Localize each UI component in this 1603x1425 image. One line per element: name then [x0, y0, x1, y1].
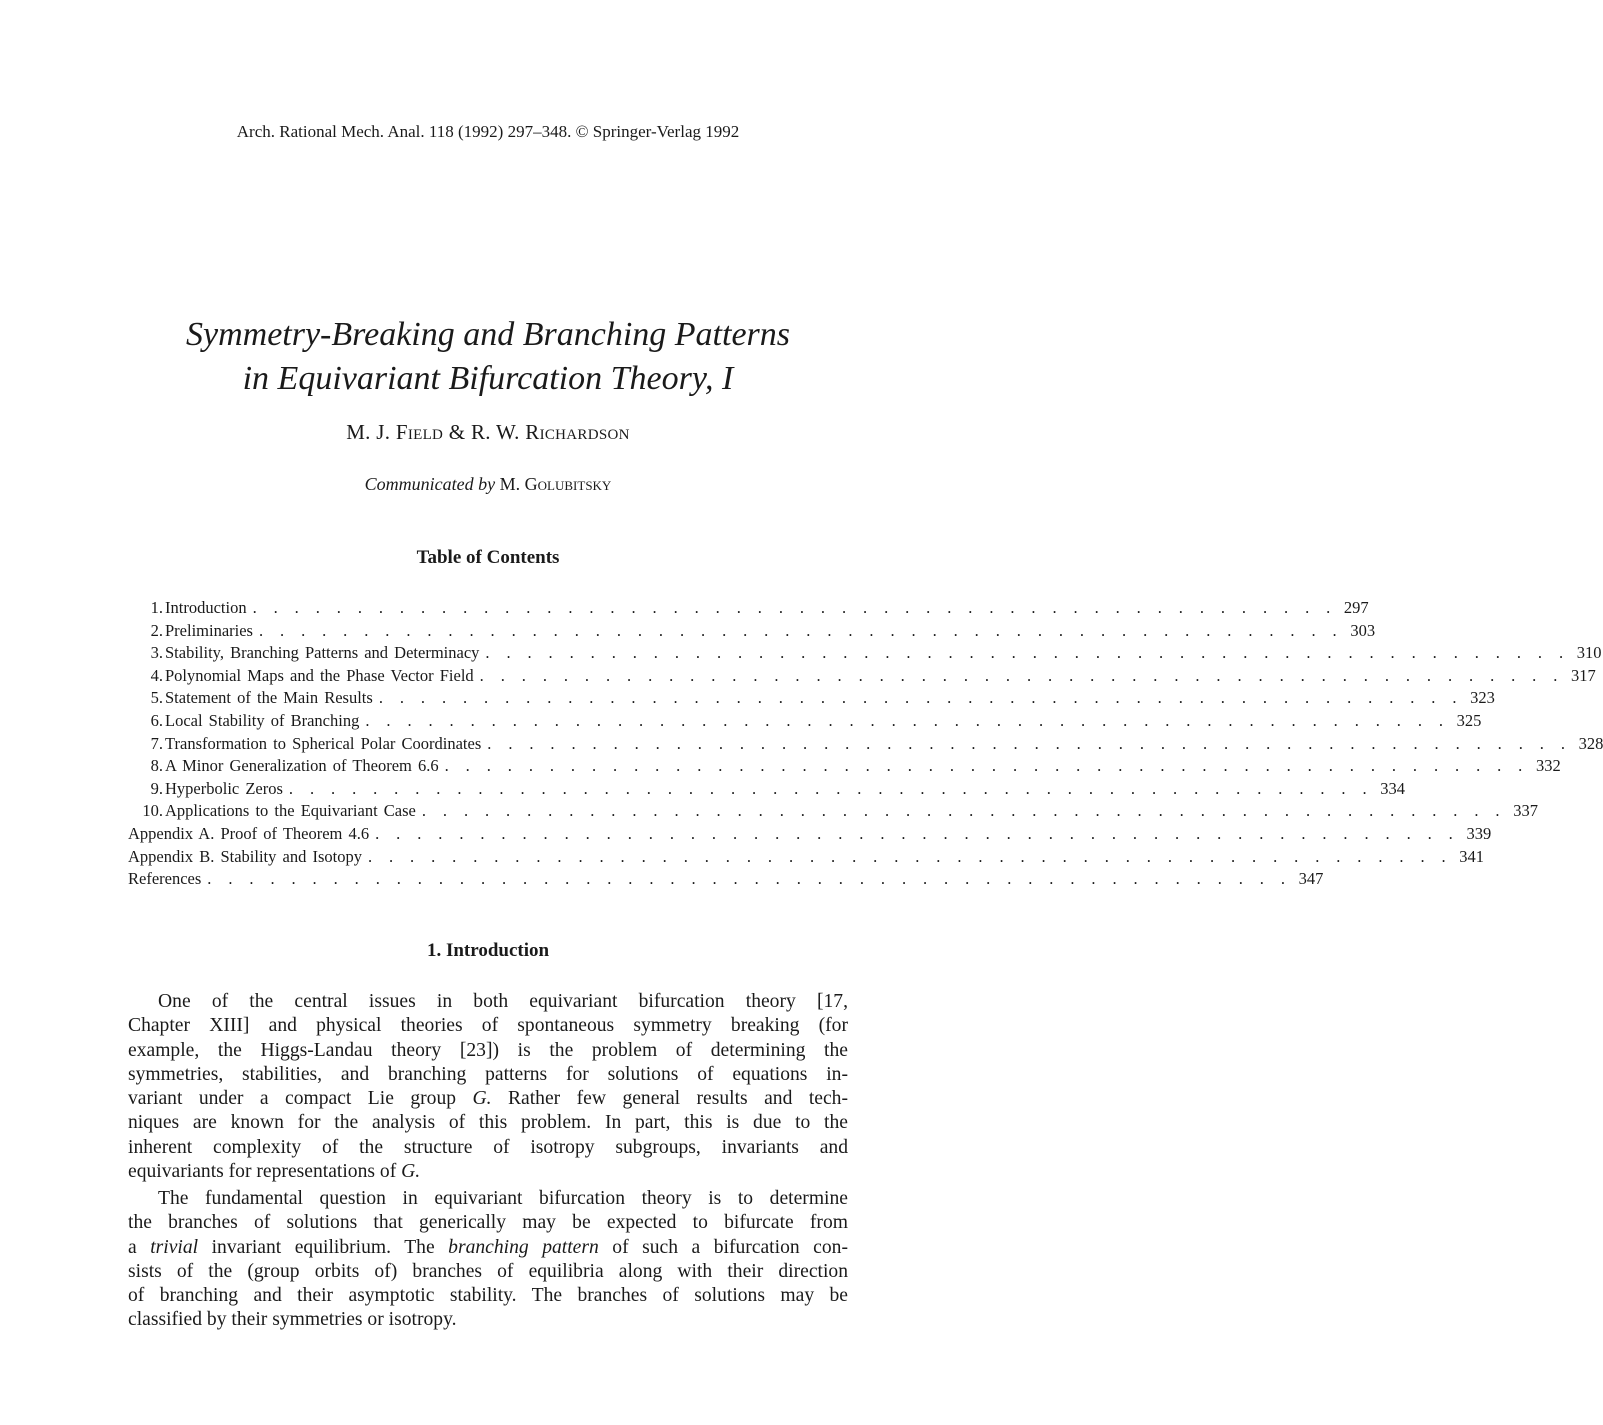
toc-leader-dots: . . . . . . . . . . . . . . . . . . . . . . . . . . . . . . . . . . . . . . . . . . . . . . . . . . . . [487, 733, 1572, 753]
toc-leader-dots: . . . . . . . . . . . . . . . . . . . . . . . . . . . . . . . . . . . . . . . . . . . . . . . . . . . . [479, 665, 1564, 685]
toc-entry [128, 868, 1324, 891]
toc-entry-title: Transformation to Spherical Polar Coordinates [165, 733, 482, 753]
toc-entry-number: 5. [150, 688, 163, 708]
toc-entry-title: A Minor Generalization of Theorem 6.6 [165, 756, 439, 776]
author-connector: & [443, 420, 471, 444]
toc-entry-page: 310 [1576, 643, 1602, 663]
toc-entry-title: Hyperbolic Zeros [165, 778, 283, 798]
toc-entry-page: 332 [1535, 756, 1561, 776]
toc-entry [128, 800, 1538, 823]
toc-leader-dots: . . . . . . . . . . . . . . . . . . . . . . . . . . . . . . . . . . . . . . . . . . . . . . . . . . . . [258, 620, 1344, 640]
toc-entry-number: 1. [150, 598, 163, 617]
toc-entry-title: Appendix A. Proof of Theorem 4.6 [128, 823, 370, 843]
communicator-initials: M. [499, 474, 525, 494]
text-line: Chapter XIII] and physical theories of spontaneous symmetry breaking (for [128, 1015, 848, 1037]
toc-leader-dots: . . . . . . . . . . . . . . . . . . . . . . . . . . . . . . . . . . . . . . . . . . . . . . . . . . . . [375, 823, 1460, 843]
toc-entry-page: 328 [1578, 733, 1603, 753]
communicated-by [0, 474, 976, 495]
paper-title-line-1: Symmetry-Breaking and Branching Patterns [186, 316, 790, 353]
toc-entry [128, 620, 1376, 643]
toc-entry-number: 2. [150, 620, 163, 640]
text-line: of branching and their asymptotic stability. The branches of solutions may be [128, 1285, 848, 1307]
toc-entry [128, 846, 1485, 869]
text-line: equivariants for representations of G. [128, 1161, 421, 1183]
toc-entry-number: 10. [142, 801, 163, 821]
toc-entry-page: 303 [1350, 620, 1376, 640]
intro-paragraph-2 [128, 1187, 848, 1333]
toc-leader-dots: . . . . . . . . . . . . . . . . . . . . . . . . . . . . . . . . . . . . . . . . . . . . . . . . . . . . [421, 801, 1506, 821]
toc-entry [128, 642, 1602, 665]
communicated-by-word: by [478, 474, 496, 494]
author-2-initials: R. W. [470, 420, 526, 444]
toc-entry-page: 347 [1298, 869, 1324, 889]
toc-entry-title: Local Stability of Branching [165, 710, 360, 730]
toc-entry [128, 597, 1369, 620]
text-line: variant under a compact Lie group G. Rather few general results and tech- [128, 1088, 848, 1110]
toc-heading: Table of Contents [416, 547, 560, 568]
toc-entry [128, 710, 1482, 733]
text-line: niques are known for the analysis of this problem. In part, this is due to the [128, 1112, 848, 1134]
intro-paragraph-1 [128, 990, 848, 1184]
toc-entry-page: 323 [1470, 688, 1495, 708]
toc-leader-dots: . . . . . . . . . . . . . . . . . . . . . . . . . . . . . . . . . . . . . . . . . . . . . . . . . . . . [367, 846, 1453, 866]
author-1-surname: Field [395, 420, 444, 444]
toc-entry-title: Introduction [165, 598, 247, 617]
section-heading-introduction: 1. Introduction [426, 940, 550, 961]
communicated-prefix: Communicated [364, 474, 474, 494]
text-line: sists of the (group orbits of) branches of equilibria along with their direction [128, 1260, 848, 1282]
toc-entry-title: Appendix B. Stability and Isotopy [128, 846, 362, 866]
paper-title [0, 313, 976, 401]
text-line: symmetries, stabilities, and branching patterns for solutions of equations in- [128, 1063, 848, 1085]
toc-leader-dots: . . . . . . . . . . . . . . . . . . . . . . . . . . . . . . . . . . . . . . . . . . . . . . . . . . . . [288, 778, 1373, 798]
toc-leader-dots: . . . . . . . . . . . . . . . . . . . . . . . . . . . . . . . . . . . . . . . . . . . . . . . . . . . . [252, 598, 1337, 617]
toc-entry-page: 325 [1456, 710, 1482, 730]
journal-citation: Arch. Rational Mech. Anal. 118 (1992) 297–348. © Springer-Verlag 1992 [236, 122, 740, 141]
communicator-surname: Golubitsky [524, 474, 612, 494]
toc-entry-title: Statement of the Main Results [165, 688, 373, 708]
toc-entry-page: 337 [1513, 801, 1538, 821]
toc-entry [128, 778, 1405, 801]
text-line: classified by their symmetries or isotropy. [128, 1309, 457, 1331]
table-of-contents [128, 597, 1603, 891]
toc-entry-page: 339 [1466, 823, 1492, 843]
toc-entry [128, 665, 1596, 688]
toc-entry-title: Polynomial Maps and the Phase Vector Field [165, 665, 474, 685]
toc-leader-dots: . . . . . . . . . . . . . . . . . . . . . . . . . . . . . . . . . . . . . . . . . . . . . . . . . . . . [378, 688, 1463, 708]
toc-entry-page: 297 [1343, 598, 1369, 617]
authors [0, 420, 976, 445]
toc-entry-number: 3. [150, 643, 163, 663]
toc-entry-page: 341 [1459, 846, 1485, 866]
text-line: the branches of solutions that generically may be expected to bifurcate from [128, 1212, 848, 1234]
toc-entry-page: 317 [1571, 665, 1596, 685]
toc-leader-dots: . . . . . . . . . . . . . . . . . . . . . . . . . . . . . . . . . . . . . . . . . . . . . . . . . . . . [444, 756, 1529, 776]
toc-entry-title: Applications to the Equivariant Case [165, 801, 416, 821]
text-line: The fundamental question in equivariant bifurcation theory is to determine [158, 1188, 848, 1209]
toc-leader-dots: . . . . . . . . . . . . . . . . . . . . . . . . . . . . . . . . . . . . . . . . . . . . . . . . . . . . [485, 643, 1570, 663]
toc-leader-dots: . . . . . . . . . . . . . . . . . . . . . . . . . . . . . . . . . . . . . . . . . . . . . . . . . . . . [207, 869, 1292, 889]
toc-entry [128, 755, 1561, 778]
toc-entry [128, 733, 1603, 756]
toc-entry-number: 4. [150, 665, 163, 685]
toc-entry-title: References [128, 869, 202, 889]
toc-entry-number: 7. [150, 733, 163, 753]
toc-entry-number: 8. [150, 756, 163, 776]
toc-entry [128, 823, 1492, 846]
text-line: One of the central issues in both equivariant bifurcation theory [17, [158, 991, 848, 1012]
toc-entry [128, 687, 1495, 710]
author-2-surname: Richardson [525, 420, 630, 444]
text-line: a trivial invariant equilibrium. The branching pattern of such a bifurcation con- [128, 1236, 848, 1258]
text-line: example, the Higgs-Landau theory [23]) is the problem of determining the [128, 1039, 848, 1061]
toc-entry-title: Preliminaries [165, 620, 253, 640]
author-1-initials: M. J. [346, 420, 396, 444]
toc-leader-dots: . . . . . . . . . . . . . . . . . . . . . . . . . . . . . . . . . . . . . . . . . . . . . . . . . . . . [365, 710, 1450, 730]
toc-entry-number: 9. [150, 778, 163, 798]
text-line: inherent complexity of the structure of isotropy subgroups, invariants and [128, 1136, 848, 1158]
paper-title-line-2: in Equivariant Bifurcation Theory, I [242, 360, 734, 397]
toc-entry-title: Stability, Branching Patterns and Determinacy [165, 643, 480, 663]
toc-entry-number: 6. [150, 710, 163, 730]
toc-entry-page: 334 [1380, 778, 1405, 798]
